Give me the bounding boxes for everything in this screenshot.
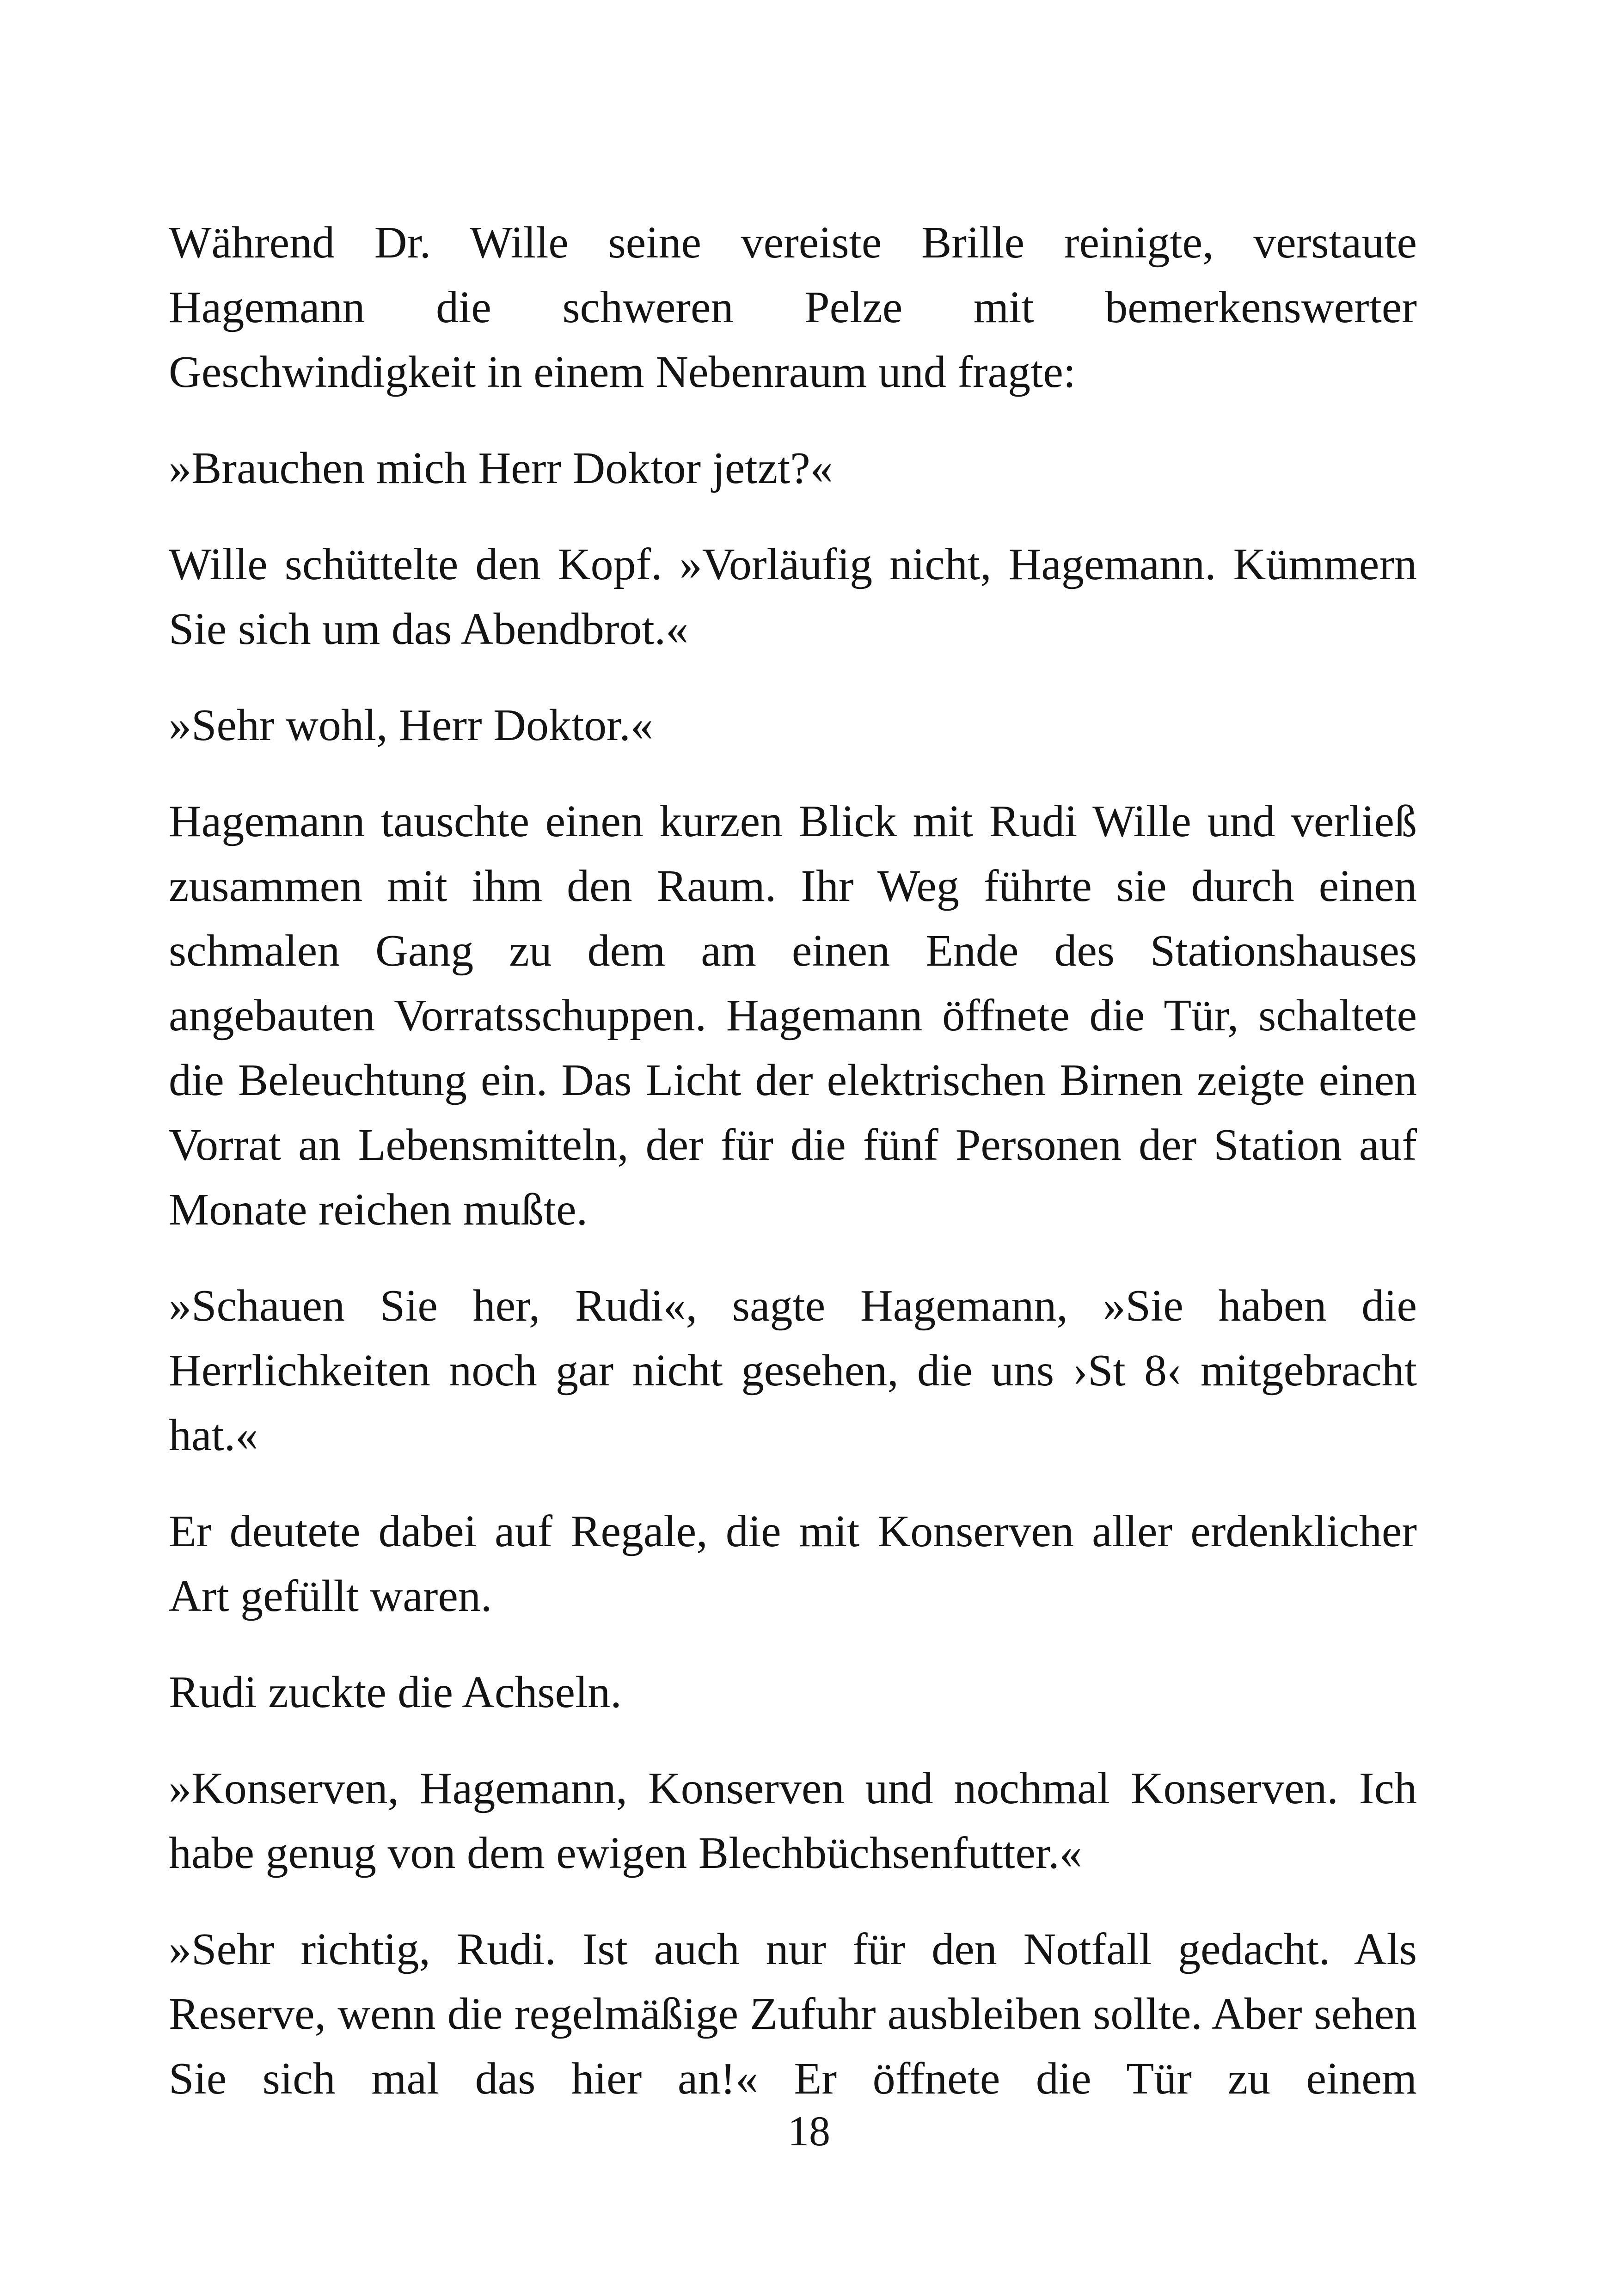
paragraph-8: Rudi zuckte die Achseln. bbox=[169, 1667, 622, 1717]
paragraph-2: »Brauchen mich Herr Doktor jetzt?« bbox=[169, 443, 833, 493]
body-text bbox=[169, 210, 1417, 2143]
paragraph-6: »Schauen Sie her, Rudi«, sagte Hagemann, »Sie haben die Herrlichkeiten noch gar nicht gesehen, die uns ›St 8‹ mitgebracht hat.« bbox=[169, 1281, 1417, 1460]
paragraph-3: Wille schüttelte den Kopf. »Vorläufig nicht, Hagemann. Kümmern Sie sich um das Abendbrot.« bbox=[169, 539, 1417, 654]
paragraph-1: Während Dr. Wille seine vereiste Brille reinigte, verstaute Hagemann die schweren Pelze mit bemerkenswerter Geschwindigkeit in einem Nebenraum und fragte: bbox=[169, 218, 1417, 397]
paragraph-4: »Sehr wohl, Herr Doktor.« bbox=[169, 700, 653, 750]
paragraph-7: Er deutete dabei auf Regale, die mit Konserven aller erdenklicher Art gefüllt waren. bbox=[169, 1506, 1417, 1621]
paragraph-9: »Konserven, Hagemann, Konserven und nochmal Konserven. Ich habe genug von dem ewigen Blechbüchsenfutter.« bbox=[169, 1763, 1417, 1878]
page-number: 18 bbox=[788, 2107, 830, 2155]
paragraph-5: Hagemann tauschte einen kurzen Blick mit Rudi Wille und verließ zusammen mit ihm den Raum. Ihr Weg führte sie durch einen schmalen Gang zu dem am einen Ende des Stationshauses angebauten Vorratsschuppen. Hagemann öffnete die Tür, schaltete die Beleuchtung ein. Das Licht der elektrischen Birnen zeigte einen Vorrat an Lebensmitteln, der für die fünf Personen der Station auf Monate reichen mußte. bbox=[169, 796, 1417, 1235]
paragraph-10: »Sehr richtig, Rudi. Ist auch nur für den Notfall gedacht. Als Reserve, wenn die regelmäßige Zufuhr ausbleiben sollte. Aber sehen Sie sich mal das hier an!« Er öffnete die Tür zu einem bbox=[169, 1924, 1417, 2104]
